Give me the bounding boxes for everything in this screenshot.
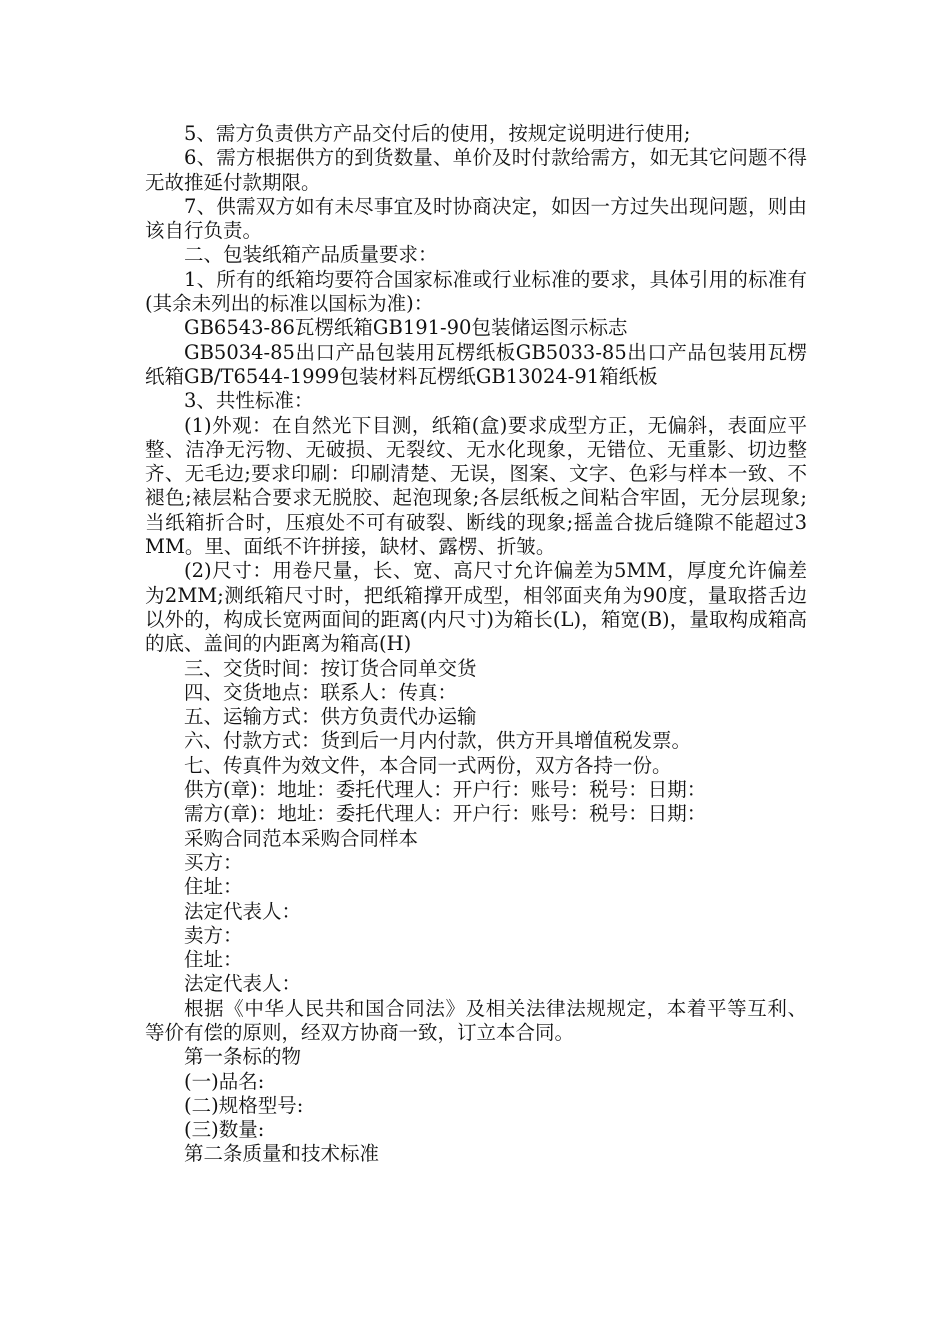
clause-6-payment: 6、需方根据供方的到货数量、单价及时付款给需方，如无其它问题不得无故推延付款期限。 [145,146,807,194]
contract-sample-title: 采购合同范本采购合同样本 [184,826,419,850]
payment-method: 六、付款方式：货到后一月内付款，供方开具增值税发票。 [184,729,692,753]
contract-preamble: 根据《中华人民共和国合同法》及相关法律法规规定，本着平等互利、等价有偿的原则，经双方协商一致，订立本合同。 [145,996,807,1044]
clause-7-negotiation: 7、供需双方如有未尽事宜及时协商决定，如因一方过失出现问题，则由该自行负责。 [145,194,807,243]
delivery-place: 四、交货地点：联系人：传真： [184,680,458,704]
document-page [145,122,807,1167]
delivery-time: 三、交货时间：按订货合同单交货 [184,656,477,680]
standards-line-2: GB5034-85出口产品包装用瓦楞纸板GB5033-85出口产品包装用瓦楞纸箱GB/T6544-1999包装材料瓦楞纸GB13024-91箱纸板 [145,340,807,388]
quantity-label: (三)数量: [184,1118,265,1142]
section-2-heading: 二、包装纸箱产品质量要求： [184,243,438,267]
buyer-label: 买方： [184,850,243,874]
seller-address-label: 住址： [184,948,243,972]
article-2-heading: 第二条质量和技术标准 [184,1142,380,1166]
buyer-legal-rep-label: 法定代表人： [184,899,302,923]
seller-legal-rep-label: 法定代表人： [184,972,302,996]
common-standards-heading: 3、共性标准： [184,389,314,413]
clause-5-usage: 5、需方负责供方产品交付后的使用，按规定说明进行使用; [184,122,691,145]
supplier-signature-line: 供方(章)：地址：委托代理人：开户行：账号：税号：日期： [184,778,707,802]
buyer-address-label: 住址： [184,875,243,899]
standards-line-1: GB6543-86瓦楞纸箱GB191-90包装储运图示标志 [184,316,628,340]
buyer-signature-line: 需方(章)：地址：委托代理人：开户行：账号：税号：日期： [184,802,707,826]
product-name-label: (一)品名: [184,1069,265,1093]
appearance-requirements: (1)外观：在自然光下目测，纸箱(盒)要求成型方正，无偏斜，表面应平整、洁净无污物、无破损、无裂纹、无水化现象，无错位、无重影、切边整齐、无毛边;要求印刷：印刷清楚、无误，图案、文字、色彩与样本一致、不褪色;裱层粘合要求无脱胶、起泡现象;各层纸板之间粘合牢固，无分层现象;当纸箱折合时，压痕处不可有破裂、断线的现象;摇盖合拢后缝隙不能超过3MM。里、面纸不许拼接，缺材、露楞、折皱。 [145,413,807,559]
size-requirements: (2)尺寸：用卷尺量，长、宽、高尺寸允许偏差为5MM，厚度允许偏差为2MM;测纸箱尺寸时，把纸箱撑开成型，相邻面夹角为90度，量取搭舌边以外的，构成长宽两面间的距离(内尺寸)为箱长(L)，箱宽(B)，量取构成箱高的底、盖间的内距离为箱高(H) [145,559,807,656]
article-1-heading: 第一条标的物 [184,1045,302,1069]
spec-model-label: (二)规格型号: [184,1093,304,1117]
seller-label: 卖方： [184,923,243,947]
standards-intro: 1、所有的纸箱均要符合国家标准或行业标准的要求，具体引用的标准有(其余未列出的标准以国标为准)： [145,267,807,316]
fax-validity: 七、传真件为效文件，本合同一式两份，双方各持一份。 [184,753,672,777]
transport-method: 五、运输方式：供方负责代办运输 [184,705,477,729]
